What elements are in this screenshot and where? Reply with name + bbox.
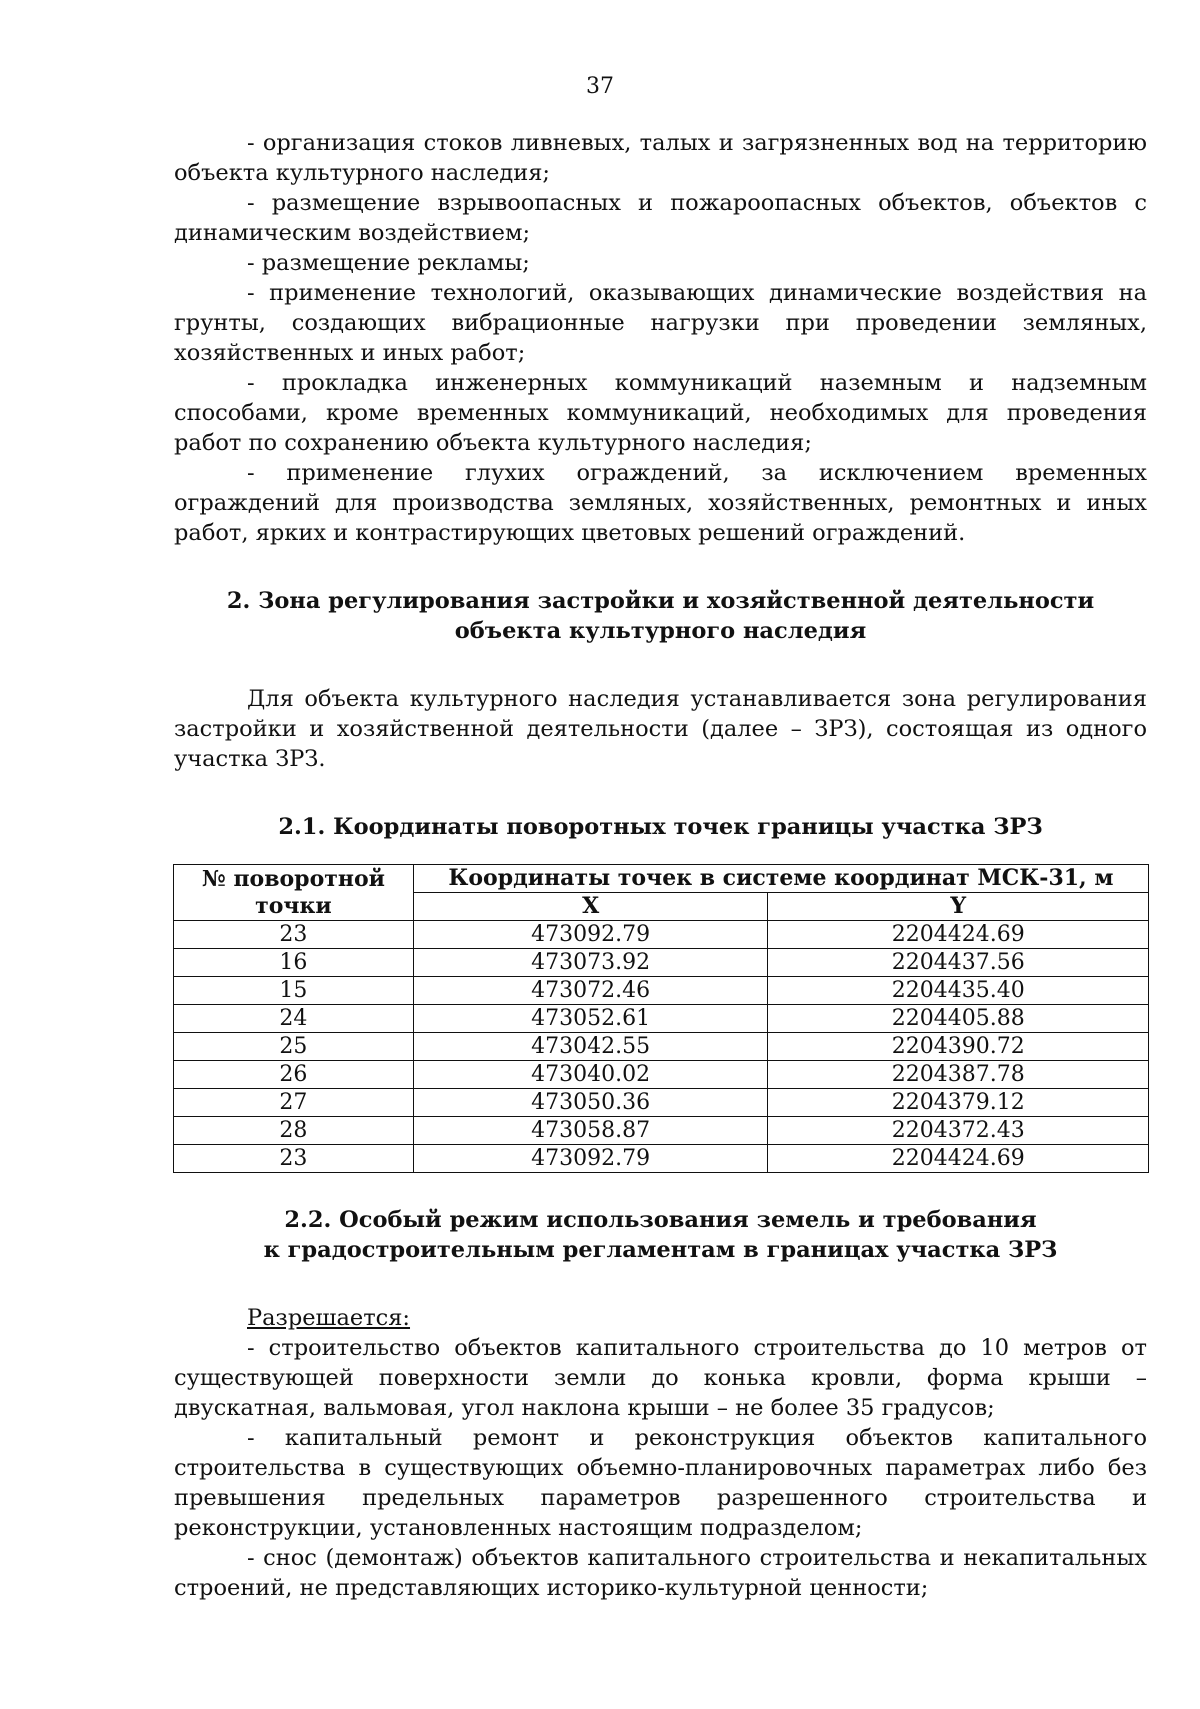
table-row xyxy=(174,1061,1149,1089)
y-cell: 2204437.56 xyxy=(768,949,1149,977)
table-row xyxy=(174,1005,1149,1033)
coordinates-table xyxy=(173,864,1149,1173)
y-cell: 2204379.12 xyxy=(768,1089,1149,1117)
point-cell: 27 xyxy=(174,1089,414,1117)
x-cell: 473052.61 xyxy=(413,1005,768,1033)
section-2-paragraph: Для объекта культурного наследия устанавливается зона регулирования застройки и хозяйственной деятельности (далее – ЗРЗ), состоящая из одного участка ЗРЗ. xyxy=(174,686,1147,772)
x-cell: 473092.79 xyxy=(413,1145,768,1173)
point-cell: 23 xyxy=(174,921,414,949)
coordinates-group-header: Координаты точек в системе координат МСК-31, м xyxy=(413,865,1148,893)
x-cell: 473058.87 xyxy=(413,1117,768,1145)
list-item: - снос (демонтаж) объектов капитального строительства и некапитальных строений, не представляющих историко-культурной ценности; xyxy=(174,1545,1147,1601)
table-row xyxy=(174,949,1149,977)
section-2-heading: 2. Зона регулирования застройки и хозяйственной деятельности объекта культурного наследия xyxy=(226,588,1095,644)
point-cell: 16 xyxy=(174,949,414,977)
x-cell: 473092.79 xyxy=(413,921,768,949)
list-item: - организация стоков ливневых, талых и загрязненных вод на территорию объекта культурного наследия; xyxy=(174,130,1147,186)
table-row xyxy=(174,1117,1149,1145)
y-cell: 2204390.72 xyxy=(768,1033,1149,1061)
point-cell: 23 xyxy=(174,1145,414,1173)
list-item: - применение технологий, оказывающих динамические воздействия на грунты, создающих вибрационные нагрузки при проведении земляных, хозяйственных и иных работ; xyxy=(174,280,1147,366)
section-2-1-heading: 2.1. Координаты поворотных точек границы участка ЗРЗ xyxy=(278,814,1043,840)
list-item: - прокладка инженерных коммуникаций наземным и надземным способами, кроме временных коммуникаций, необходимых для проведения работ по сохранению объекта культурного наследия; xyxy=(174,370,1147,456)
point-number-header: № поворотной точки xyxy=(174,865,414,921)
x-cell: 473042.55 xyxy=(413,1033,768,1061)
y-cell: 2204424.69 xyxy=(768,921,1149,949)
page-number: 37 xyxy=(586,74,614,99)
table-row xyxy=(174,1089,1149,1117)
x-cell: 473073.92 xyxy=(413,949,768,977)
y-cell: 2204424.69 xyxy=(768,1145,1149,1173)
y-cell: 2204372.43 xyxy=(768,1117,1149,1145)
point-cell: 28 xyxy=(174,1117,414,1145)
allowed-label: Разрешается: xyxy=(247,1305,411,1331)
y-cell: 2204387.78 xyxy=(768,1061,1149,1089)
point-cell: 15 xyxy=(174,977,414,1005)
section-2-2-heading: 2.2. Особый режим использования земель и требования к градостроительным регламентам в границах участка ЗРЗ xyxy=(263,1207,1058,1263)
list-item: - капитальный ремонт и реконструкция объектов капитального строительства в существующих объемно-планировочных параметрах либо без превышения предельных параметров разрешенного строительства и реконструкции, установленных настоящим подразделом; xyxy=(174,1425,1147,1541)
point-cell: 25 xyxy=(174,1033,414,1061)
point-cell: 24 xyxy=(174,1005,414,1033)
x-header: X xyxy=(413,893,768,921)
table-row xyxy=(174,977,1149,1005)
point-cell: 26 xyxy=(174,1061,414,1089)
y-header: Y xyxy=(768,893,1149,921)
y-cell: 2204405.88 xyxy=(768,1005,1149,1033)
table-row xyxy=(174,921,1149,949)
list-item: - размещение взрывоопасных и пожароопасных объектов, объектов с динамическим воздействием; xyxy=(174,190,1147,246)
intro-list xyxy=(174,128,1147,548)
x-cell: 473050.36 xyxy=(413,1089,768,1117)
x-cell: 473072.46 xyxy=(413,977,768,1005)
list-item: - применение глухих ограждений, за исключением временных ограждений для производства земляных, хозяйственных, ремонтных и иных работ, ярких и контрастирующих цветовых решений ограждений. xyxy=(174,460,1147,546)
table-row xyxy=(174,1033,1149,1061)
page-content xyxy=(174,128,1147,1603)
y-cell: 2204435.40 xyxy=(768,977,1149,1005)
x-cell: 473040.02 xyxy=(413,1061,768,1089)
list-item: - строительство объектов капитального строительства до 10 метров от существующей поверхности земли до конька кровли, форма крыши – двускатная, вальмовая, угол наклона крыши – не более 35 градусов; xyxy=(174,1335,1147,1421)
table-row xyxy=(174,1145,1149,1173)
list-item: - размещение рекламы; xyxy=(247,250,530,276)
